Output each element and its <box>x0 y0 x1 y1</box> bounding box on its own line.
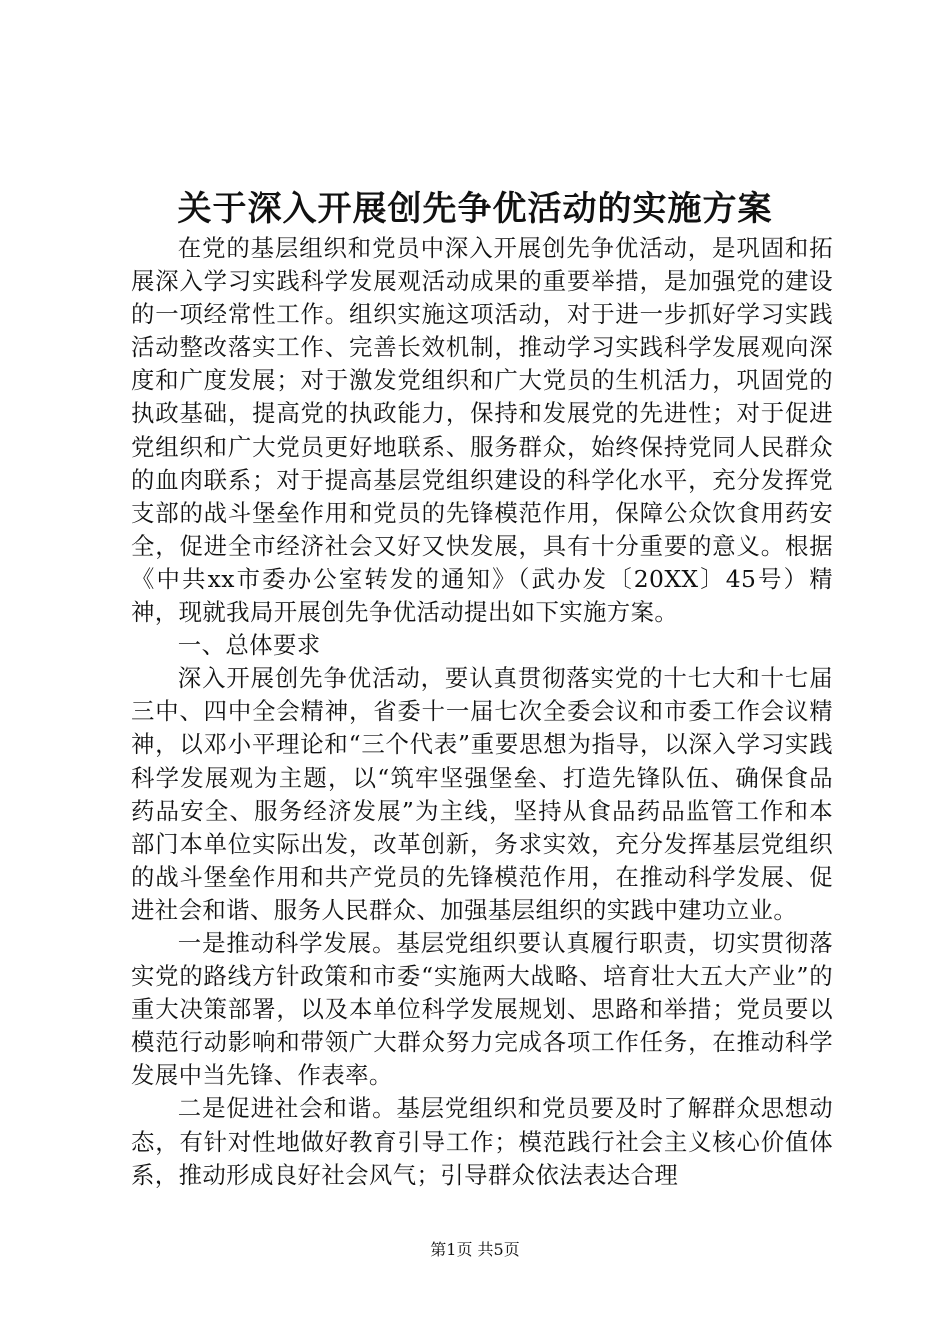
paragraph-promote-development: 一是推动科学发展。基层党组织要认真履行职责，切实贯彻落实党的路线方针政策和市委“实施两大战略、培育壮大五大产业”的重大决策部署，以及本单位科学发展规划、思路和举措；党员要以模范行动影响和带领广大群众努力完成各项工作任务，在推动科学发展中当先锋、作表率。 <box>131 928 833 1090</box>
document-body <box>131 232 833 1192</box>
paragraph-intro: 在党的基层组织和党员中深入开展创先争优活动，是巩固和拓展深入学习实践科学发展观活动成果的重要举措，是加强党的建设的一项经常性工作。组织实施这项活动，对于进一步抓好学习实践活动整改落实工作、完善长效机制，推动学习实践科学发展观向深度和广度发展；对于激发党组织和广大党员的生机活力，巩固党的执政基础，提高党的执政能力，保持和发展党的先进性；对于促进党组织和广大党员更好地联系、服务群众，始终保持党同人民群众的血肉联系；对于提高基层党组织建设的科学化水平，充分发挥党支部的战斗堡垒作用和党员的先锋模范作用，保障公众饮食用药安全，促进全市经济社会又好又快发展，具有十分重要的意义。根据《中共xx市委办公室转发的通知》（武办发〔20XX〕45号）精神，现就我局开展创先争优活动提出如下实施方案。 <box>131 234 833 627</box>
page-number-footer: 第1页 共5页 <box>430 1240 520 1259</box>
section-heading-general-requirements: 一、总体要求 <box>177 631 321 660</box>
paragraph-promote-harmony: 二是促进社会和谐。基层党组织和党员要及时了解群众思想动态，有针对性地做好教育引导工作；模范践行社会主义核心价值体系，推动形成良好社会风气；引导群众依法表达合理 <box>131 1094 833 1189</box>
paragraph-general-requirements: 深入开展创先争优活动，要认真贯彻落实党的十七大和十七届三中、四中全会精神，省委十一届七次全委会议和市委工作会议精神，以邓小平理论和“三个代表”重要思想为指导，以深入学习实践科学发展观为主题，以“筑牢坚强堡垒、打造先锋队伍、确保食品药品安全、服务经济发展”为主线，坚持从食品药品监管工作和本部门本单位实际出发，改革创新，务求实效，充分发挥基层党组织的战斗堡垒作用和共产党员的先锋模范作用，在推动科学发展、促进社会和谐、服务人民群众、加强基层组织的实践中建功立业。 <box>131 664 833 924</box>
document-title: 关于深入开展创先争优活动的实施方案 <box>177 189 773 229</box>
